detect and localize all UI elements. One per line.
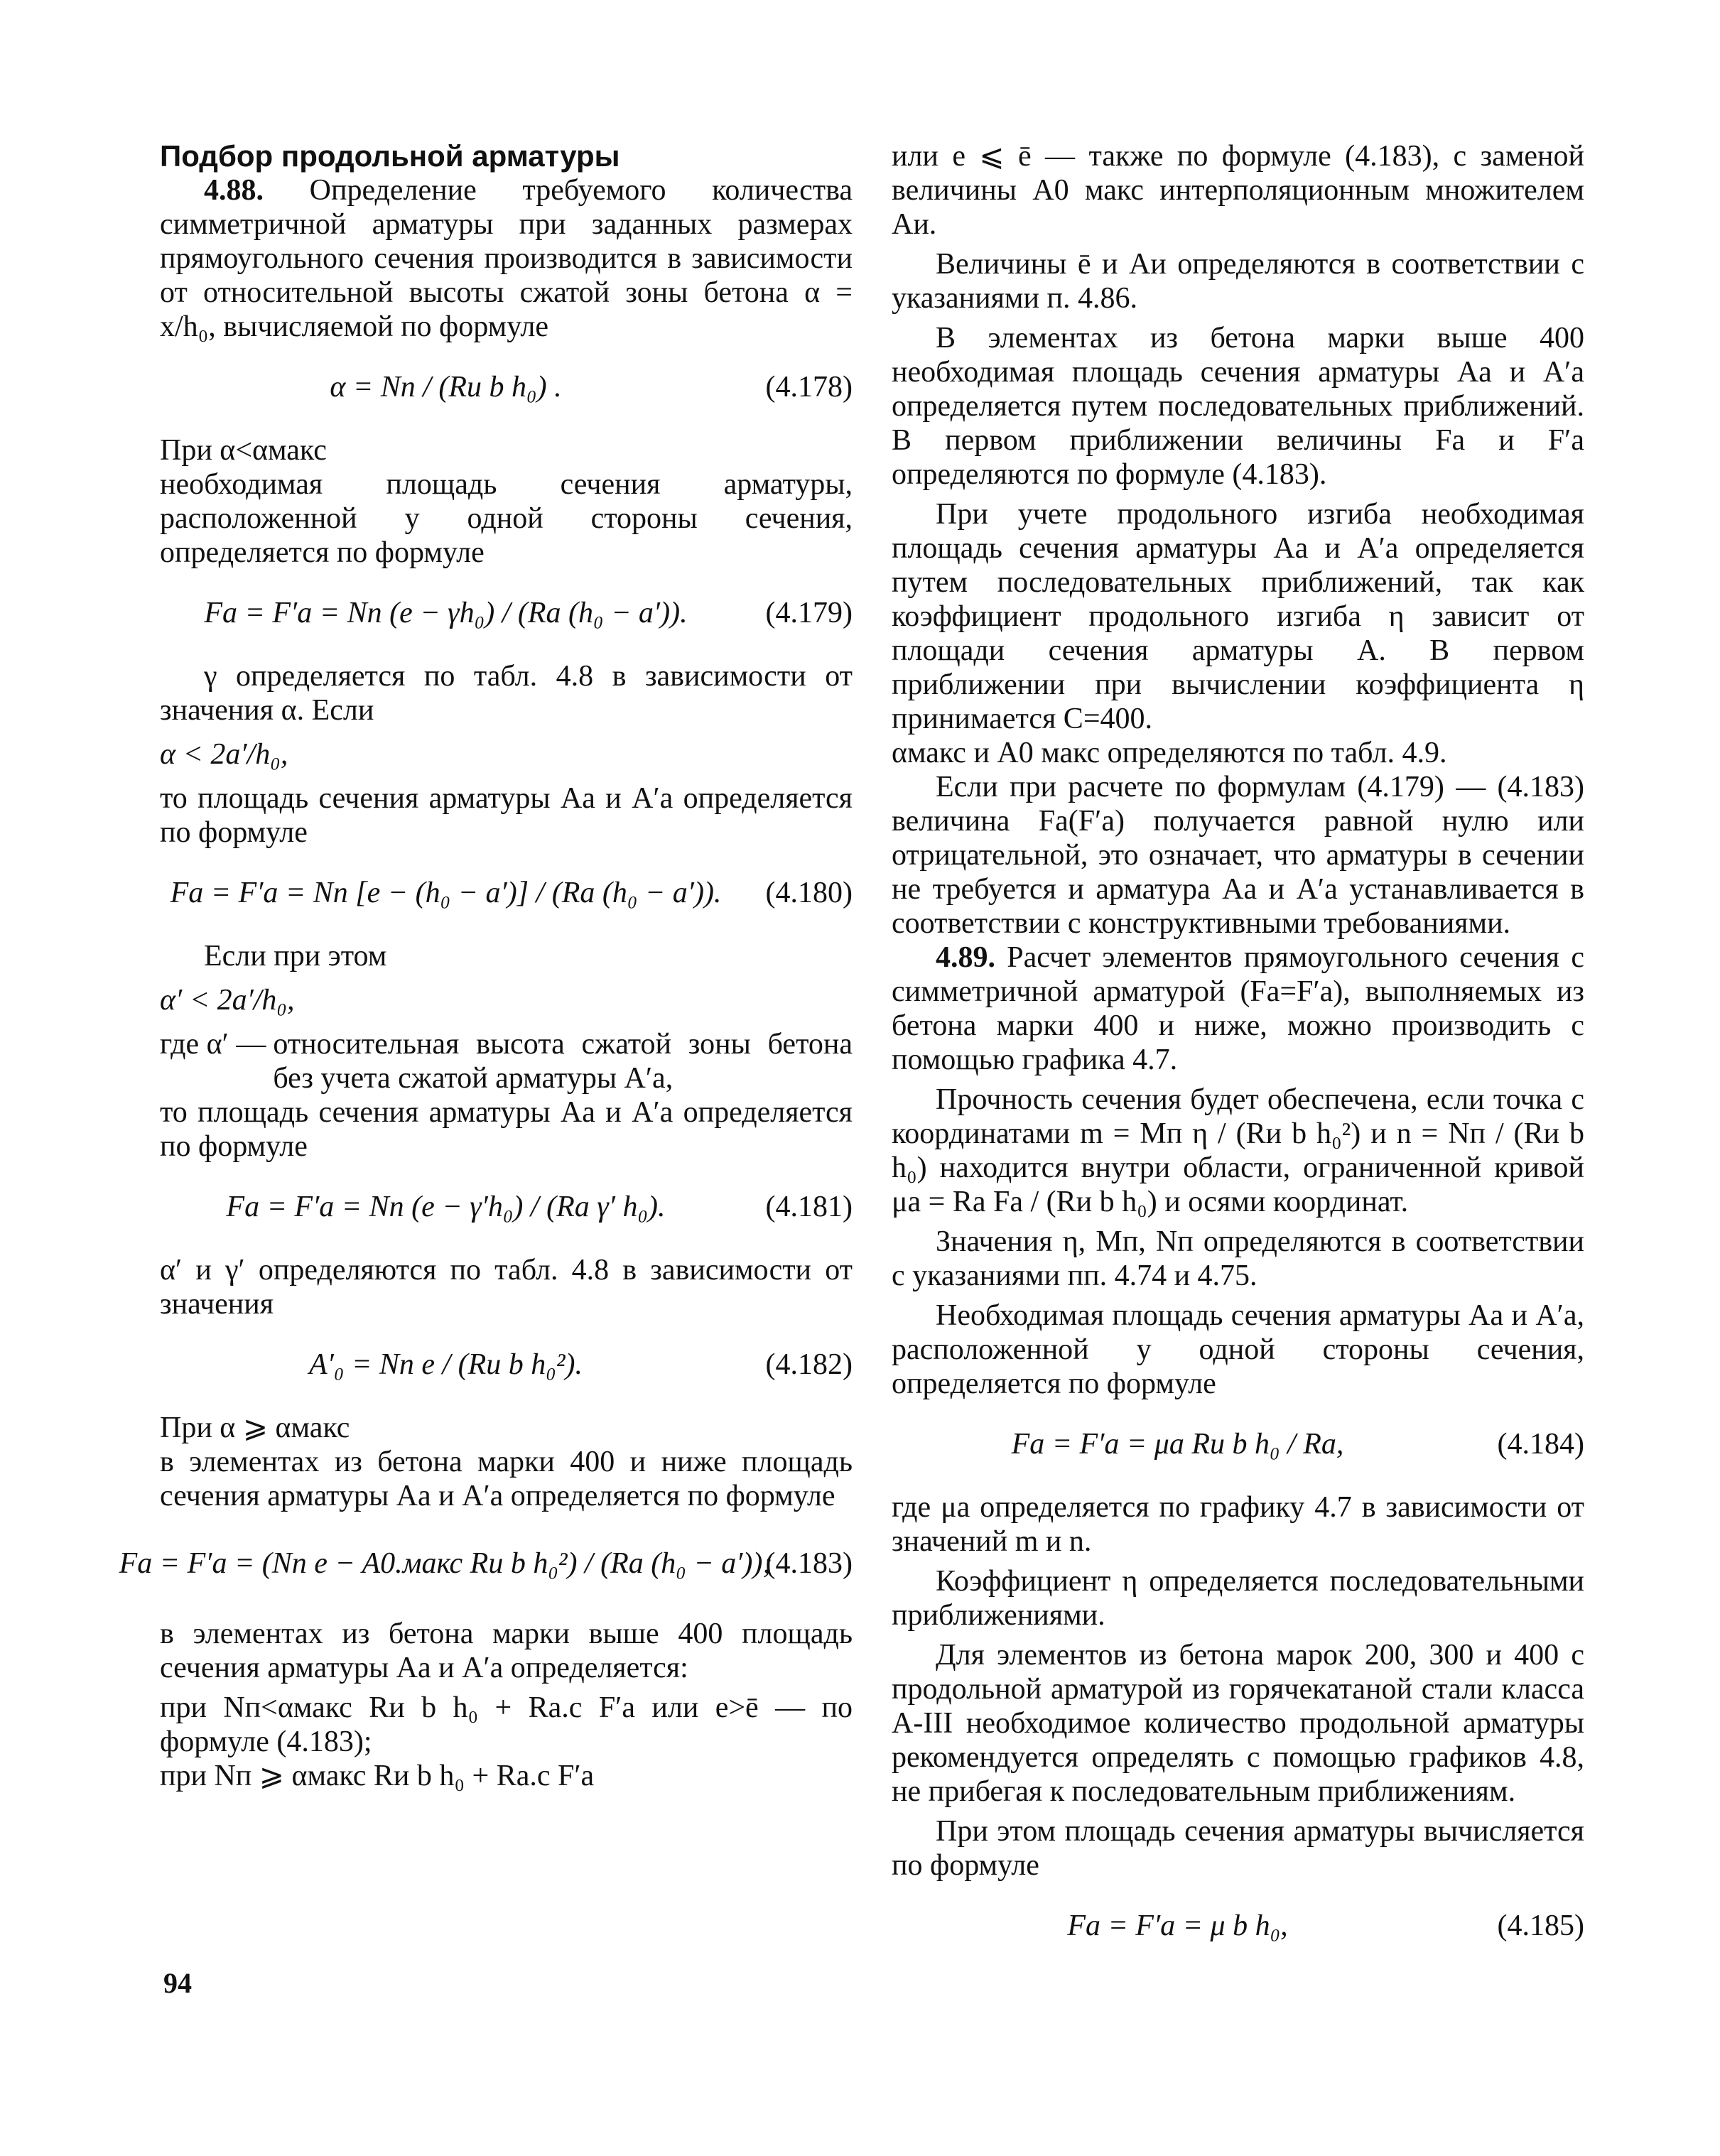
paragraph-text: В элементах из бетона марки выше 400 необходимая площадь сечения арматуры Aа и A′а определяется путем последовательных приближений. В первом приближении величины Fа и F′а определяются по формуле (4.183). (892, 322, 1584, 491)
formula-expression: Fа = F′а = (Nп e − A0.макс Rи b h₀²) / (Rа (h₀ − a′)); (119, 1547, 773, 1580)
paragraph-text: Коэффициент η определяется последовательными приближениями. (892, 1565, 1584, 1632)
paragraph-text: то площадь сечения арматуры Aа и A′а определяется по формуле (160, 782, 853, 849)
condition-text: При α<αмакс (160, 434, 327, 467)
paragraph-text: Значения η, Mп, Nп определяются в соответствии с указаниями пп. 4.74 и 4.75. (892, 1225, 1584, 1292)
formula-number: (4.178) (765, 371, 853, 403)
paragraph-4-89 (892, 941, 1584, 1077)
formula-4-180 (160, 854, 853, 932)
paragraph-text: то площадь сечения арматуры Aа и A′а определяется по формуле (160, 1096, 853, 1163)
formula-expression: Fа = F′а = μ b h₀, (1067, 1909, 1288, 1942)
formula-expression: Fа = F′а = μа Rи b h₀ / Rа, (1011, 1428, 1344, 1461)
formula-number: (4.184) (1497, 1428, 1584, 1461)
paragraph-text: в элементах из бетона марки выше 400 площадь сечения арматуры Aа и A′а определяется: (160, 1618, 853, 1684)
paragraph-text: необходимая площадь сечения арматуры, расположенной у одной стороны сечения, определяется по формуле (160, 468, 853, 569)
formula-number: (4.182) (765, 1348, 853, 1381)
paragraph-text: Определение требуемого количества симметричной арматуры при заданных размерах прямоугольного сечения производится в зависимости от относительной высоты сжатой зоны бетона α = x/h₀, вычисляемой по формуле (160, 174, 853, 343)
condition-text: При α ⩾ αмакс (160, 1412, 350, 1444)
condition-formula: α′ < 2a′/h₀, (160, 984, 295, 1017)
paragraph-text: Прочность сечения будет обеспечена, если точка с координатами m = Mп η / (Rи b h₀²) и n = Nп / (Rи b h₀) находится внутри области, ограниченной кривой μа = Rа Fа / (Rи b h₀) и осями координат. (892, 1083, 1584, 1218)
paragraph-text: в элементах из бетона марки 400 и ниже площадь сечения арматуры Aа и A′а определяется по формуле (160, 1446, 853, 1512)
formula-number: (4.183) (765, 1547, 853, 1580)
formula-number: (4.185) (1497, 1909, 1584, 1942)
paragraph-text: при Nп ⩾ αмакс Rи b h₀ + Rа.с F′а (160, 1760, 595, 1792)
formula-4-183 (119, 1517, 853, 1610)
formula-expression: Fа = F′а = Nп [e − (h₀ − a′)] / (Rа (h₀ − a′)). (170, 877, 722, 909)
paragraph-4-88 (160, 173, 853, 344)
paragraph-text: α′ и γ′ определяются по табл. 4.8 в зависимости от значения (160, 1254, 853, 1321)
paragraph-text: αмакс и A0 макс определяются по табл. 4.9. (892, 737, 1447, 769)
condition-formula: α < 2a′/h₀, (160, 738, 288, 771)
paragraph-text: γ определяется по табл. 4.8 в зависимости от значения α. Если (160, 660, 853, 727)
formula-4-181 (160, 1168, 853, 1246)
section-heading: Подбор продольной арматуры (160, 139, 620, 173)
formula-number: (4.179) (765, 597, 853, 629)
paragraph-text: При этом площадь сечения арматуры вычисляется по формуле (892, 1815, 1584, 1882)
formula-expression: Fа = F′а = Nп (e − γ′h₀) / (Rа γ′ h₀). (226, 1191, 666, 1223)
formula-expression: Fа = F′а = Nп (e − γh₀) / (Rа (h₀ − a′)). (204, 597, 688, 629)
definition (160, 1027, 853, 1095)
paragraph-text: при Nп<αмакс Rи b h₀ + Rа.с F′а или e>ē — по формуле (4.183); (160, 1691, 853, 1758)
clause-number: 4.89. (936, 941, 995, 974)
paragraph-text: Величины ē и Aи определяются в соответствии с указаниями п. 4.86. (892, 248, 1584, 315)
paragraph-text: При учете продольного изгиба необходимая площадь сечения арматуры Aа и A′а определяется путем последовательных приближений, так как коэффициент продольного изгиба η зависит от площади сечения арматуры A. В первом приближении при вычислении коэффициента η принимается C=400. (892, 498, 1584, 735)
definition-term: где α′ — (160, 1028, 266, 1061)
formula-4-184 (892, 1405, 1584, 1483)
paragraph-text: или e ⩽ ē — также по формуле (4.183), с заменой величины A0 макс интерполяционным множителем Aи. (892, 140, 1584, 241)
formula-4-178 (160, 348, 853, 426)
paragraph-text: где μа определяется по графику 4.7 в зависимости от значений m и n. (892, 1491, 1584, 1558)
clause-number: 4.88. (204, 174, 264, 207)
paragraph-text: Если при расчете по формулам (4.179) — (4.183) величина Fа(F′а) получается равной нулю или отрицательной, это означает, что арматуры в сечении не требуется и арматура Aа и A′а устанавливается в соответствии с конструктивными требованиями. (892, 771, 1584, 940)
page-number: 94 (163, 1967, 192, 1999)
right-column (892, 139, 1584, 1972)
paragraph-text: Необходимая площадь сечения арматуры Aа и A′а, расположенной у одной стороны сечения, определяется по формуле (892, 1299, 1584, 1400)
definition-text: относительная высота сжатой зоны бетона без учета сжатой арматуры A′а, (273, 1028, 853, 1095)
formula-4-185 (892, 1887, 1584, 1965)
paragraph-text: Если при этом (204, 940, 387, 973)
formula-4-182 (160, 1326, 853, 1404)
paragraph-text: Для элементов из бетона марок 200, 300 и 400 с продольной арматурой из горячекатаной стали класса А-III необходимое количество продольной арматуры рекомендуется определять с помощью графиков 4.8, не прибегая к последовательным приближениям. (892, 1639, 1584, 1808)
paragraph-text: Расчет элементов прямоугольного сечения с симметричной арматурой (Fа=F′а), выполняемых из бетона марки 400 и ниже, можно производить с помощью графика 4.7. (892, 941, 1584, 1076)
formula-expression: A′₀ = Nп e / (Rи b h₀²). (309, 1348, 583, 1381)
formula-4-179 (160, 574, 853, 652)
formula-number: (4.180) (765, 877, 853, 909)
formula-number: (4.181) (765, 1191, 853, 1223)
left-column (119, 139, 853, 1793)
formula-expression: α = Nп / (Rи b h₀) . (330, 371, 562, 403)
